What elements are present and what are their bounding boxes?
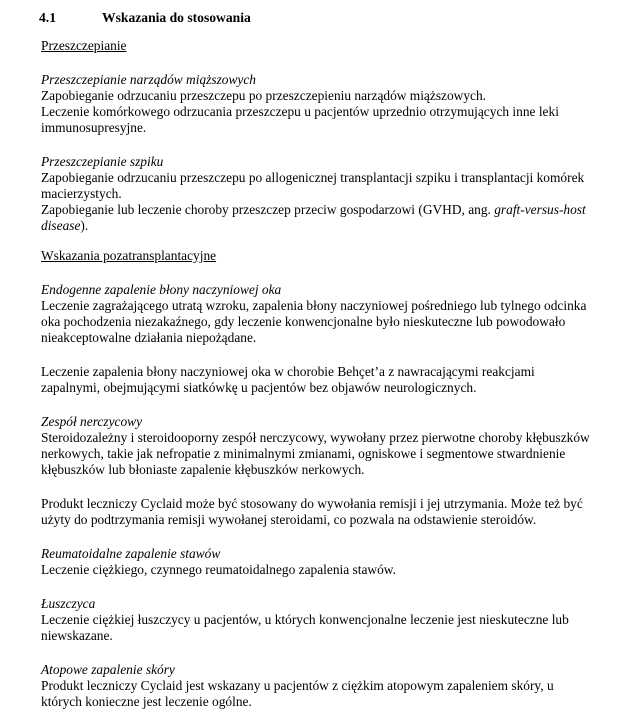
cyclaid-line: Produkt leczniczy Cyclaid może być stosowany do wywołania remisji i jej utrzymania. Może też być — [41, 496, 583, 511]
nephrotic-line: nerkowych, takie jak nefropatie z minimalnymi zmianami, ogniskowe i segmentowe stwardnienie — [41, 446, 566, 461]
organ-transplant-block — [41, 72, 624, 136]
organ-transplant-title: Przeszczepianie narządów miąższowych — [41, 72, 256, 87]
atopic-title: Atopowe zapalenie skóry — [41, 662, 175, 677]
ra-line: Leczenie ciężkiego, czynnego reumatoidalnego zapalenia stawów. — [41, 562, 396, 577]
organ-transplant-line: Zapobieganie odrzucaniu przeszczepu po przeszczepieniu narządów miąższowych. — [41, 88, 487, 103]
ra-title: Reumatoidalne zapalenie stawów — [41, 546, 221, 561]
section-heading — [41, 10, 624, 26]
behcet-line: Leczenie zapalenia błony naczyniowej oka w chorobie Behçet’a z nawracającymi reakcjami — [41, 364, 535, 379]
uveitis-block — [41, 282, 624, 346]
psoriasis-block — [41, 596, 624, 644]
cyclaid-nephrotic-block — [41, 496, 624, 528]
organ-transplant-line: Leczenie komórkowego odrzucania przeszczepu u pacjentów uprzednio otrzymujących inne leki — [41, 104, 559, 119]
gvhd-text: ). — [80, 218, 89, 233]
organ-transplant-line: immunosupresyjne. — [41, 120, 147, 135]
nephrotic-title: Zespół nerczycowy — [41, 414, 143, 429]
section-number: 4.1 — [39, 10, 56, 25]
ra-block — [41, 546, 624, 578]
atopic-line: których konieczne jest leczenie ogólne. — [41, 694, 252, 709]
nephrotic-line: kłębuszków lub błoniaste zapalenie kłębuszków nerkowych. — [41, 462, 365, 477]
atopic-block — [41, 662, 624, 710]
subsection-transplant-title: Przeszczepianie — [41, 38, 127, 53]
uveitis-title: Endogenne zapalenie błony naczyniowej oka — [41, 282, 282, 297]
uveitis-line: oka pochodzenia niezakaźnego, gdy leczenie konwencjonalne było nieskuteczne lub powodowało — [41, 314, 566, 329]
behcet-line: zapalnymi, obejmującymi siatkówkę u pacjentów bez objawów neurologicznych. — [41, 380, 477, 395]
section-title: Wskazania do stosowania — [102, 10, 251, 25]
gvhd-italic: graft-versus-host — [494, 202, 586, 217]
gvhd-italic: disease — [41, 218, 81, 233]
cyclaid-line: użyty do podtrzymania remisji wywołanej steroidami, co pozwala na odstawienie steroidów. — [41, 512, 537, 527]
psoriasis-line: Leczenie ciężkiej łuszczycy u pacjentów, u których konwencjonalne leczenie jest nieskuteczne lub — [41, 612, 569, 627]
subsection-nontransplant-title: Wskazania pozatransplantacyjne — [41, 248, 217, 263]
psoriasis-title: Łuszczyca — [41, 596, 96, 611]
nephrotic-block — [41, 414, 624, 478]
marrow-line: macierzystych. — [41, 186, 122, 201]
marrow-line — [41, 202, 624, 218]
marrow-line: Zapobieganie odrzucaniu przeszczepu po allogenicznej transplantacji szpiku i transplantacji komórek — [41, 170, 585, 185]
gvhd-text: Zapobieganie lub leczenie choroby przeszczep przeciw gospodarzowi (GVHD, ang. — [41, 202, 495, 217]
atopic-line: Produkt leczniczy Cyclaid jest wskazany u pacjentów z ciężkim atopowym zapaleniem skóry, u — [41, 678, 554, 693]
marrow-transplant-block — [41, 154, 624, 234]
nephrotic-line: Steroidozależny i steroidooporny zespół nerczycowy, wywołany przez pierwotne choroby kłębuszków — [41, 430, 590, 445]
marrow-line — [41, 218, 624, 234]
uveitis-line: nieakceptowalne działania niepożądane. — [41, 330, 257, 345]
marrow-transplant-title: Przeszczepianie szpiku — [41, 154, 164, 169]
behcet-block — [41, 364, 624, 396]
psoriasis-line: niewskazane. — [41, 628, 113, 643]
uveitis-line: Leczenie zagrażającego utratą wzroku, zapalenia błony naczyniowej pośredniego lub tylnego odcinka — [41, 298, 587, 313]
